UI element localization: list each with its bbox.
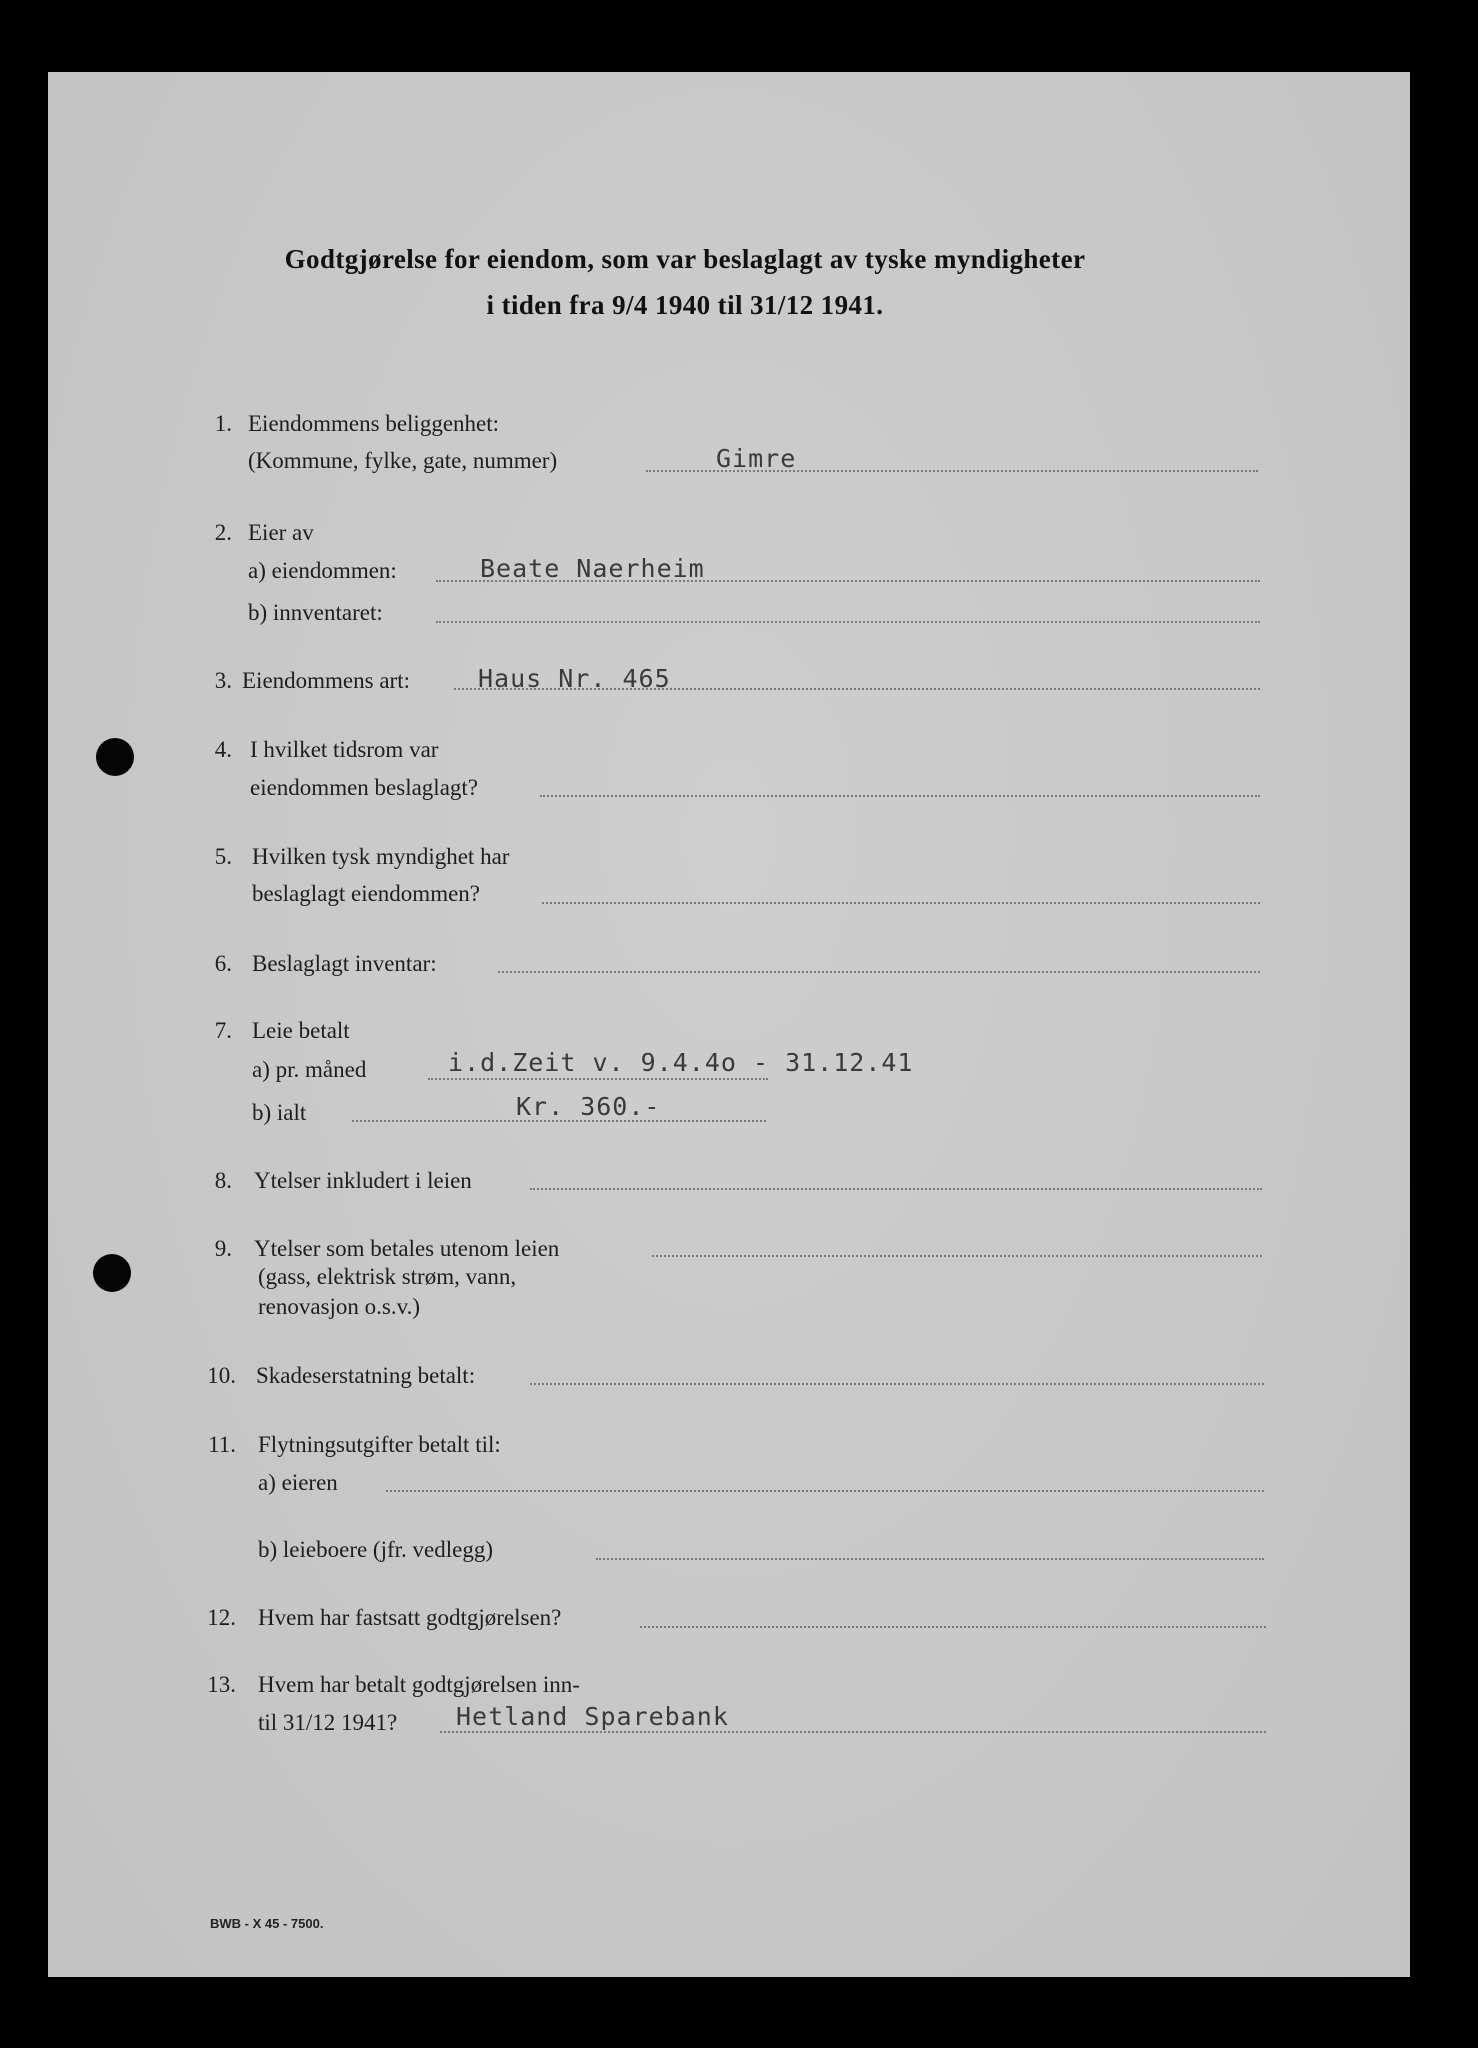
item-5-field-line (542, 902, 1260, 904)
item-8-number: 8. (214, 1168, 232, 1193)
item-9-label: Ytelser som betales utenom leien (254, 1236, 560, 1261)
item-12-field-line (640, 1626, 1266, 1628)
item-1-value[interactable]: Gimre (716, 444, 797, 473)
item-6-field-line (498, 971, 1260, 973)
item-5-label: Hvilken tysk myndighet har (252, 844, 510, 869)
item-8-label: Ytelser inkludert i leien (254, 1168, 472, 1193)
item-7a-label: a) pr. måned (252, 1057, 367, 1082)
punch-hole-top (96, 738, 134, 776)
item-13-number: 13. (207, 1672, 236, 1697)
item-10-field-line (530, 1383, 1264, 1385)
item-7a-field-line (428, 1078, 768, 1080)
item-1-number: 1. (214, 411, 232, 436)
item-4-number: 4. (214, 737, 232, 762)
item-9-sublabel-1: (gass, elektrisk strøm, vann, (258, 1264, 517, 1289)
item-8-field-line (530, 1188, 1262, 1190)
item-11b-field-line (596, 1558, 1264, 1560)
item-9-sublabel-2: renovasjon o.s.v.) (258, 1294, 421, 1319)
form-footer-code: BWB - X 45 - 7500. (210, 1916, 324, 1931)
item-7b-label: b) ialt (252, 1100, 307, 1125)
item-7-label: Leie betalt (252, 1018, 350, 1043)
item-2-label: Eier av (248, 520, 314, 545)
item-4-field-line (540, 795, 1260, 797)
form-title-line-1: Godtgjørelse for eiendom, som var beslaglagt av tyske myndigheter (284, 244, 1086, 274)
item-9-field-line (652, 1255, 1262, 1257)
item-2b-label: b) innventaret: (248, 600, 383, 625)
item-11-label: Flytningsutgifter betalt til: (258, 1432, 501, 1457)
item-12-number: 12. (207, 1605, 236, 1630)
item-13-field-line (440, 1731, 1266, 1733)
item-2a-value[interactable]: Beate Naerheim (480, 554, 705, 583)
item-7a-value[interactable]: i.d.Zeit v. 9.4.4o - 31.12.41 (448, 1048, 914, 1077)
item-3-label: Eiendommens art: (242, 668, 410, 693)
item-6-label: Beslaglagt inventar: (252, 951, 437, 976)
item-5-number: 5. (214, 844, 232, 869)
item-2b-field-line (436, 621, 1260, 623)
item-13-value[interactable]: Hetland Sparebank (456, 1702, 729, 1731)
item-11b-label: b) leieboere (jfr. vedlegg) (258, 1537, 493, 1562)
item-10-label: Skadeserstatning betalt: (256, 1363, 476, 1388)
item-4-label: I hvilket tidsrom var (250, 737, 439, 762)
item-11-number: 11. (208, 1432, 236, 1457)
punch-hole-bottom (93, 1254, 131, 1292)
item-3-number: 3. (214, 668, 232, 693)
item-2a-label: a) eiendommen: (248, 558, 397, 583)
item-4-sublabel: eiendommen beslaglagt? (250, 775, 479, 800)
item-3-value[interactable]: Haus Nr. 465 (478, 664, 671, 693)
item-12-label: Hvem har fastsatt godtgjørelsen? (258, 1605, 562, 1630)
item-7-number: 7. (214, 1018, 232, 1043)
form-title-line-2: i tiden fra 9/4 1940 til 31/12 1941. (486, 290, 884, 320)
item-1-label: Eiendommens beliggenhet: (248, 411, 500, 436)
item-13-sublabel: til 31/12 1941? (258, 1710, 398, 1735)
item-10-number: 10. (207, 1363, 236, 1388)
item-11a-label: a) eieren (258, 1470, 338, 1495)
item-11a-field-line (386, 1490, 1264, 1492)
item-5-sublabel: beslaglagt eiendommen? (252, 881, 481, 906)
item-7b-value[interactable]: Kr. 360.- (516, 1092, 661, 1121)
item-9-number: 9. (214, 1236, 232, 1261)
item-13-label: Hvem har betalt godtgjørelsen inn- (258, 1672, 580, 1697)
item-6-number: 6. (214, 951, 232, 976)
item-2-number: 2. (214, 520, 232, 545)
item-1-sublabel: (Kommune, fylke, gate, nummer) (248, 448, 558, 473)
